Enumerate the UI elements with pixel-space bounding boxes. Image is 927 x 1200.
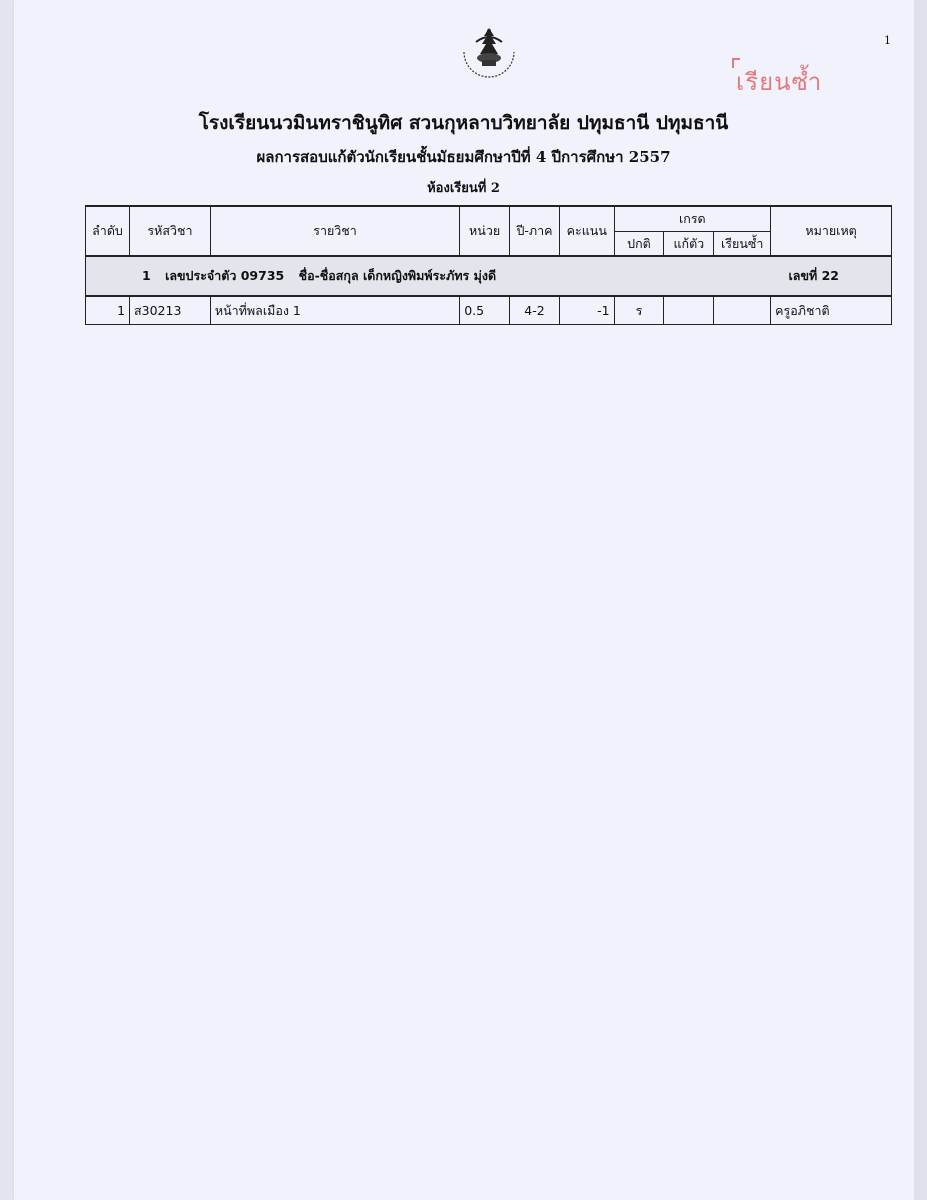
header-name: รายวิชา xyxy=(210,206,459,256)
repeat-study-stamp xyxy=(730,56,840,100)
student-row xyxy=(86,256,892,296)
header-grade-repeat: เรียนซ้ำ xyxy=(714,232,771,257)
report-title: ผลการสอบแก้ตัวนักเรียนชั้นมัธยมศึกษาปีที่ 4 ปีการศึกษา 2557 xyxy=(256,148,671,166)
row-code: ส30213 xyxy=(130,296,211,325)
row-unit: 0.5 xyxy=(460,296,510,325)
table-row xyxy=(86,296,892,325)
student-id: เลขประจำตัว 09735 xyxy=(165,268,285,283)
header-term: ปี-ภาค xyxy=(510,206,560,256)
school-emblem-icon xyxy=(458,22,520,78)
classroom-label: ห้องเรียนที่ 2 xyxy=(427,181,500,196)
student-cell xyxy=(86,256,892,296)
header-order: ลำดับ xyxy=(86,206,130,256)
grades-table xyxy=(85,205,892,325)
header-note: หมายเหตุ xyxy=(771,206,892,256)
school-title: โรงเรียนนวมินทราชินูทิศ สวนกุหลาบวิทยาลัย ปทุมธานี ปทุมธานี xyxy=(198,112,729,134)
page-number: 1 xyxy=(884,34,891,47)
header-score: คะแนน xyxy=(559,206,614,256)
student-order: 1 xyxy=(142,268,151,283)
header-grade-fix: แก้ตัว xyxy=(664,232,714,257)
header-grade: เกรด xyxy=(614,206,771,232)
row-score: -1 xyxy=(559,296,614,325)
row-grade-repeat xyxy=(714,296,771,325)
row-order: 1 xyxy=(86,296,130,325)
student-name: ชื่อ-ชื่อสกุล เด็กหญิงพิมพ์ระภัทร มุ่งดี xyxy=(298,268,497,283)
row-grade-normal: ร xyxy=(614,296,664,325)
row-grade-fix xyxy=(664,296,714,325)
student-number: เลขที่ 22 xyxy=(788,268,839,283)
row-term: 4-2 xyxy=(510,296,560,325)
header-unit: หน่วย xyxy=(460,206,510,256)
row-name: หน้าที่พลเมือง 1 xyxy=(210,296,459,325)
header-grade-normal: ปกติ xyxy=(614,232,664,257)
header-code: รหัสวิชา xyxy=(130,206,211,256)
row-note: ครูอภิชาติ xyxy=(771,296,892,325)
stamp-text: เรียนซ้ำ xyxy=(736,68,823,96)
